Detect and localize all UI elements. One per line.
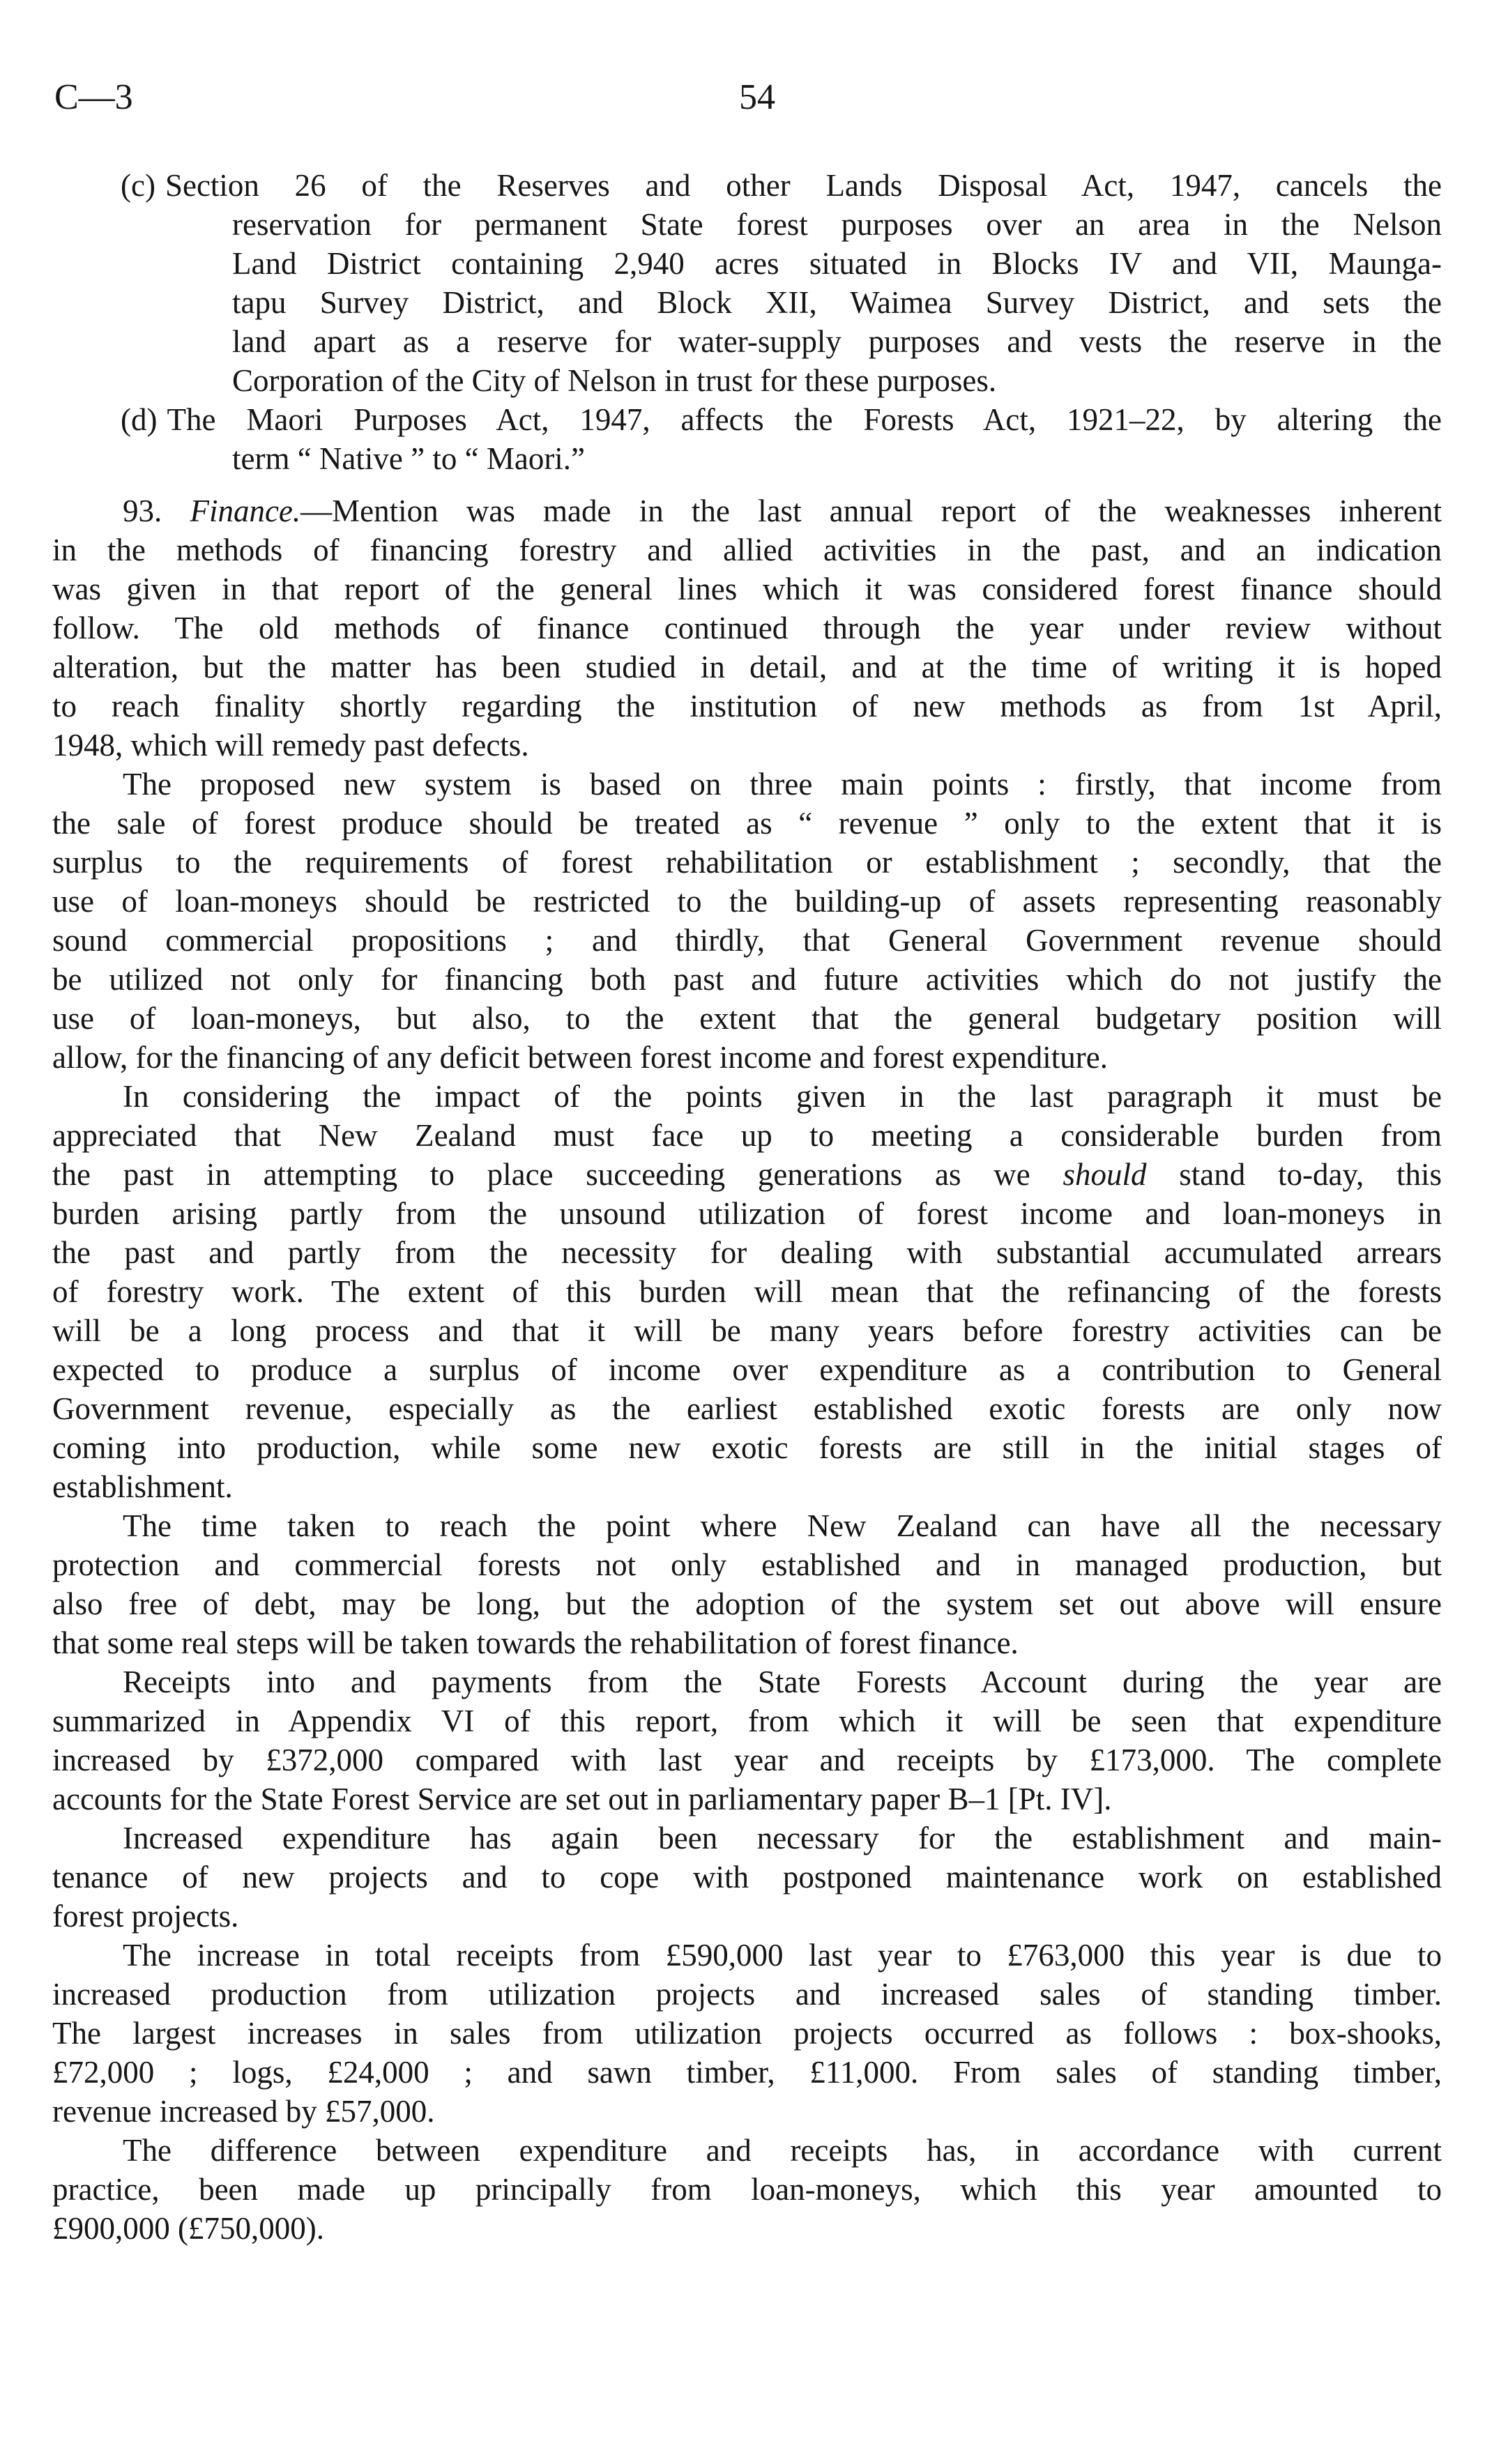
- line-text: forest projects.: [52, 1899, 239, 1934]
- line-text: that some real steps will be taken towards the rehabilitation of forest finance.: [52, 1625, 1019, 1660]
- text-line: [52, 2170, 1442, 2209]
- text-line: [52, 1584, 1442, 1623]
- text-line: [52, 687, 1442, 726]
- text-line: [52, 1155, 1442, 1194]
- text-line: [52, 244, 1442, 283]
- text-line: [52, 1975, 1442, 2014]
- line-text: use of loan-moneys should be restricted to the building-up of assets representing reasonably: [52, 884, 1442, 919]
- text-line: [52, 2014, 1442, 2053]
- line-text: £900,000 (£750,000).: [52, 2211, 324, 2246]
- line-text: land apart as a reserve for water-supply purposes and vests the reserve in the: [232, 324, 1442, 359]
- line-text: The difference between expenditure and receipts has, in accordance with current: [123, 2133, 1442, 2168]
- text-line: [52, 400, 1442, 439]
- text-line: [52, 1233, 1442, 1272]
- line-text: surplus to the requirements of forest rehabilitation or establishment ; secondly, that the: [52, 845, 1442, 880]
- text-line: [52, 1936, 1442, 1975]
- line-text: follow. The old methods of finance continued through the year under review without: [52, 611, 1442, 645]
- text-line: [52, 1194, 1442, 1233]
- line-text: 1948, which will remedy past defects.: [52, 728, 529, 763]
- line-text: establishment.: [52, 1469, 233, 1504]
- text-line: [52, 1038, 1442, 1077]
- line-text: In considering the impact of the points given in the last paragraph it must be: [123, 1079, 1442, 1114]
- line-text: £72,000 ; logs, £24,000 ; and sawn timber, £11,000. From sales of standing timber,: [52, 2055, 1442, 2090]
- text-line: [52, 2092, 1442, 2131]
- text-line: [52, 1858, 1442, 1897]
- paragraph: [52, 1936, 1442, 2131]
- text-line: [52, 166, 1442, 205]
- line-text: coming into production, while some new exotic forests are still in the initial stages of: [52, 1430, 1442, 1465]
- line-text: 93.: [123, 493, 190, 528]
- text-line: [52, 999, 1442, 1038]
- text-line: [52, 1350, 1442, 1389]
- line-text: Land District containing 2,940 acres situated in Blocks IV and VII, Maunga-: [232, 246, 1442, 281]
- line-text: practice, been made up principally from loan-moneys, which this year amounted to: [52, 2172, 1442, 2207]
- text-line: [52, 1780, 1442, 1819]
- line-text: alteration, but the matter has been studied in detail, and at the time of writing it is hoped: [52, 650, 1442, 684]
- text-line: [52, 609, 1442, 648]
- paragraph: [52, 1506, 1442, 1662]
- line-text: reservation for permanent State forest purposes over an area in the Nelson: [232, 207, 1442, 242]
- list-item: [52, 166, 1442, 400]
- document-body: [52, 166, 1442, 2248]
- text-line: [52, 1389, 1442, 1428]
- item-label: (d): [121, 402, 158, 437]
- line-text: allow, for the financing of any deficit between forest income and forest expenditure.: [52, 1040, 1109, 1075]
- text-line: [52, 1428, 1442, 1467]
- text-line: [52, 765, 1442, 804]
- line-text: The proposed new system is based on three main points : firstly, that income from: [123, 767, 1442, 802]
- paragraph-gap: [52, 478, 1442, 491]
- text-line: [52, 530, 1442, 569]
- line-text: use of loan-moneys, but also, to the extent that the general budgetary position will: [52, 1001, 1442, 1036]
- text-line: [52, 843, 1442, 882]
- line-text: Section 26 of the Reserves and other Lands Disposal Act, 1947, cancels the: [165, 168, 1442, 203]
- line-text: burden arising partly from the unsound utilization of forest income and loan-moneys in: [52, 1196, 1442, 1231]
- line-text: of forestry work. The extent of this burden will mean that the refinancing of the forests: [52, 1274, 1442, 1309]
- line-text: —Mention was made in the last annual report of the weaknesses inherent: [300, 493, 1442, 528]
- line-text: was given in that report of the general lines which it was considered forest finance should: [52, 572, 1442, 606]
- paragraph: [52, 2131, 1442, 2248]
- text-line: [52, 569, 1442, 609]
- text-line: [52, 882, 1442, 921]
- paragraph: [52, 1077, 1442, 1506]
- text-line: [52, 2209, 1442, 2248]
- line-text: expected to produce a surplus of income over expenditure as a contribution to General: [52, 1352, 1442, 1387]
- document-code: C—3: [54, 77, 133, 117]
- text-line: [52, 921, 1442, 960]
- line-text: The Maori Purposes Act, 1947, affects the Forests Act, 1921–22, by altering the: [167, 402, 1442, 437]
- text-line: [52, 804, 1442, 843]
- text-line: [52, 2053, 1442, 2092]
- emphasis-text: should: [1063, 1157, 1147, 1192]
- line-text: Government revenue, especially as the earliest established exotic forests are only now: [52, 1391, 1442, 1426]
- line-text: will be a long process and that it will be many years before forestry activities can be: [52, 1313, 1442, 1348]
- text-line: [52, 1311, 1442, 1350]
- text-line: [52, 1897, 1442, 1936]
- item-label: (c): [121, 168, 155, 203]
- line-text: term “ Native ” to “ Maori.”: [232, 441, 586, 476]
- text-line: [52, 1623, 1442, 1662]
- line-text: the past in attempting to place succeeding generations as we: [52, 1157, 1063, 1192]
- page-number: 54: [739, 77, 775, 117]
- line-text: The time taken to reach the point where New Zealand can have all the necessary: [123, 1508, 1442, 1543]
- line-text: tenance of new projects and to cope with postponed maintenance work on established: [52, 1860, 1442, 1895]
- line-text: the sale of forest produce should be treated as “ revenue ” only to the extent that it is: [52, 806, 1442, 841]
- line-text: Corporation of the City of Nelson in trust for these purposes.: [232, 363, 997, 398]
- text-line: [52, 1819, 1442, 1858]
- line-text: to reach finality shortly regarding the institution of new methods as from 1st April,: [52, 689, 1442, 724]
- line-text: tapu Survey District, and Block XII, Waimea Survey District, and sets the: [232, 285, 1442, 320]
- text-line: [52, 1740, 1442, 1780]
- line-text: Receipts into and payments from the State Forests Account during the year are: [123, 1665, 1442, 1699]
- text-line: [52, 491, 1442, 530]
- text-line: [52, 283, 1442, 322]
- text-line: [52, 1701, 1442, 1740]
- line-text: The largest increases in sales from utilization projects occurred as follows : box-shooks,: [52, 2016, 1442, 2051]
- text-line: [52, 1662, 1442, 1701]
- line-text: accounts for the State Forest Service are set out in parliamentary paper B–1 [Pt. IV].: [52, 1782, 1112, 1816]
- line-text: The increase in total receipts from £590,000 last year to £763,000 this year is due to: [123, 1938, 1442, 1973]
- text-line: [52, 1545, 1442, 1584]
- text-line: [52, 361, 1442, 400]
- emphasis-text: Finance.: [190, 493, 301, 528]
- text-line: [52, 648, 1442, 687]
- list-item: [52, 400, 1442, 478]
- text-line: [52, 205, 1442, 244]
- text-line: [52, 1506, 1442, 1545]
- line-text: protection and commercial forests not only established and in managed production, but: [52, 1547, 1442, 1582]
- line-text: sound commercial propositions ; and thirdly, that General Government revenue should: [52, 923, 1442, 958]
- line-text: the past and partly from the necessity for dealing with substantial accumulated arrears: [52, 1235, 1442, 1270]
- text-line: [52, 1467, 1442, 1506]
- text-line: [52, 1116, 1442, 1155]
- text-line: [52, 2131, 1442, 2170]
- line-text: revenue increased by £57,000.: [52, 2094, 435, 2129]
- paragraph: [52, 1662, 1442, 1819]
- line-text: summarized in Appendix VI of this report, from which it will be seen that expenditure: [52, 1704, 1442, 1738]
- line-text: be utilized not only for financing both past and future activities which do not justify the: [52, 962, 1442, 997]
- line-text: increased production from utilization projects and increased sales of standing timber.: [52, 1977, 1442, 2012]
- text-line: [52, 960, 1442, 999]
- text-line: [52, 1077, 1442, 1116]
- line-text: increased by £372,000 compared with last year and receipts by £173,000. The complete: [52, 1743, 1442, 1777]
- text-line: [52, 1272, 1442, 1311]
- line-text: in the methods of financing forestry and allied activities in the past, and an indication: [52, 533, 1442, 567]
- text-line: [52, 439, 1442, 478]
- paragraph: [52, 1819, 1442, 1936]
- line-text: Increased expenditure has again been necessary for the establishment and main-: [123, 1821, 1442, 1855]
- paragraph: [52, 765, 1442, 1077]
- text-line: [52, 322, 1442, 361]
- line-text: also free of debt, may be long, but the adoption of the system set out above will ensure: [52, 1586, 1442, 1621]
- paragraph: [52, 491, 1442, 765]
- text-line: [52, 726, 1442, 765]
- line-text: appreciated that New Zealand must face up to meeting a considerable burden from: [52, 1118, 1442, 1153]
- line-text: stand to-day, this: [1146, 1157, 1442, 1192]
